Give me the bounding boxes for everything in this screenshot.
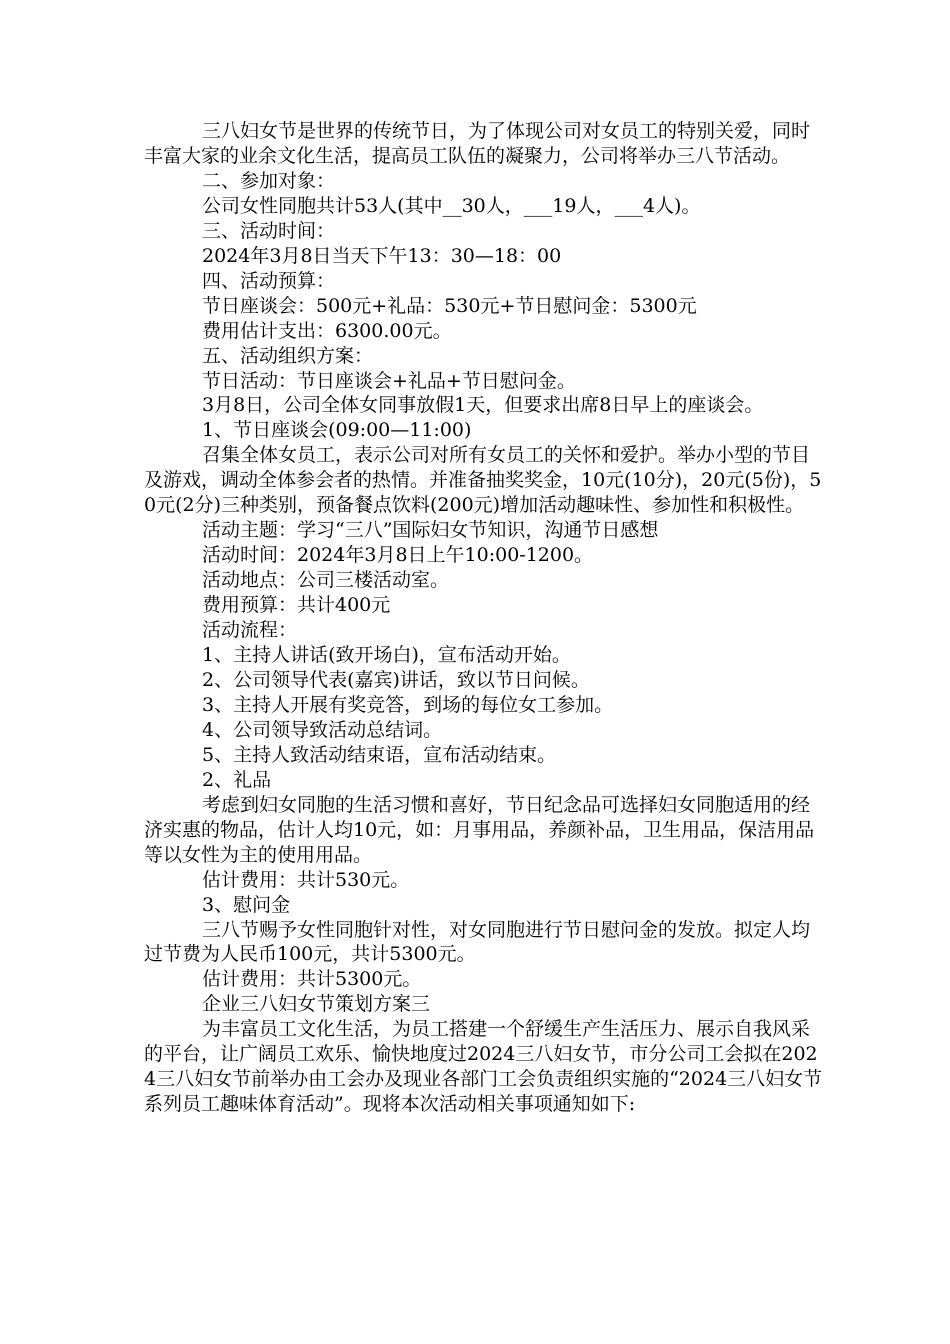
intro-paragraph: 三八妇女节是世界的传统节日，为了体现公司对女员工的特别关爱，同时丰富大家的业余文化生活，提高员工队伍的凝聚力，公司将举办三八节活动。 [144, 120, 811, 167]
process-step-4: 4、公司领导致活动总结词。 [202, 718, 443, 741]
gifts-cost-line: 估计费用：共计530元。 [202, 868, 410, 891]
budget-items-paragraph: 节日座谈会：500元+礼品：530元+节日慰问金：5300元 [202, 294, 697, 317]
section-heading-budget: 四、活动预算： [202, 269, 336, 292]
plan-three-title: 企业三八妇女节策划方案三 [202, 993, 431, 1016]
activity-time-line: 活动时间：2024年3月8日上午10:00-1200。 [202, 544, 594, 567]
section-heading-participants: 二、参加对象： [202, 169, 336, 192]
plan-summary-paragraph: 节日活动：节日座谈会+礼品+节日慰问金。 [202, 369, 576, 392]
participants-paragraph: 公司女性同胞共计53人(其中__30人，___19人，___4人)。 [202, 194, 701, 217]
subsection-heading-gifts: 2、礼品 [202, 768, 272, 791]
section-heading-time: 三、活动时间： [202, 219, 336, 242]
budget-total-paragraph: 费用估计支出：6300.00元。 [202, 319, 452, 342]
activity-theme-line: 活动主题：学习“三八”国际妇女节知识，沟通节日感想 [202, 519, 659, 542]
condolence-cost-line: 估计费用：共计5300元。 [202, 968, 422, 991]
document-body [144, 119, 824, 1117]
subsection-heading-condolence: 3、慰问金 [202, 893, 291, 916]
symposium-description-paragraph: 召集全体女员工，表示公司对所有女员工的关怀和爱护。举办小型的节目及游戏，调动全体参会者的热情。并准备抽奖奖金，10元(10分)，20元(5份)，50元(2分)三种类别，预备餐点饮料(200元)增加活动趣味性、参加性和积极性。 [144, 444, 822, 517]
condolence-description-paragraph: 三八节赐予女性同胞针对性，对女同胞进行节日慰问金的发放。拟定人均过节费为人民币100元，共计5300元。 [144, 918, 811, 966]
process-step-2: 2、公司领导代表(嘉宾)讲话，致以节日问候。 [202, 668, 590, 691]
holiday-notice-paragraph: 3月8日，公司全体女同事放假1天，但要求出席8日早上的座谈会。 [202, 394, 764, 417]
process-step-1: 1、主持人讲话(致开场白)，宣布活动开始。 [202, 644, 571, 667]
activity-process-heading: 活动流程： [202, 619, 298, 642]
activity-location-line: 活动地点：公司三楼活动室。 [202, 569, 450, 592]
section-heading-plan: 五、活动组织方案： [202, 344, 374, 367]
gifts-description-paragraph: 考虑到妇女同胞的生活习惯和喜好，节日纪念品可选择妇女同胞适用的经济实惠的物品，估计人均10元，如：月事用品，养颜补品，卫生用品，保洁用品等以女性为主的使用用品。 [144, 793, 815, 866]
process-step-5: 5、主持人致活动结束语，宣布活动结束。 [202, 743, 557, 766]
process-step-3: 3、主持人开展有奖竞答，到场的每位女工参加。 [202, 693, 614, 716]
subsection-heading-symposium: 1、节日座谈会(09:00—11:00) [202, 419, 472, 442]
time-paragraph: 2024年3月8日当天下午13：30—18：00 [202, 244, 562, 267]
activity-budget-line: 费用预算：共计400元 [202, 594, 391, 617]
plan-three-intro-paragraph: 为丰富员工文化生活，为员工搭建一个舒缓生产生活压力、展示自我风采的平台，让广阔员工欢乐、愉快地度过2024三八妇女节，市分公司工会拟在2024三八妇女节前举办由工会办及现业各部门工会负责组织实施的“2024三八妇女节系列员工趣味体育活动”。现将本次活动相关事项通知如下: [144, 1018, 823, 1116]
